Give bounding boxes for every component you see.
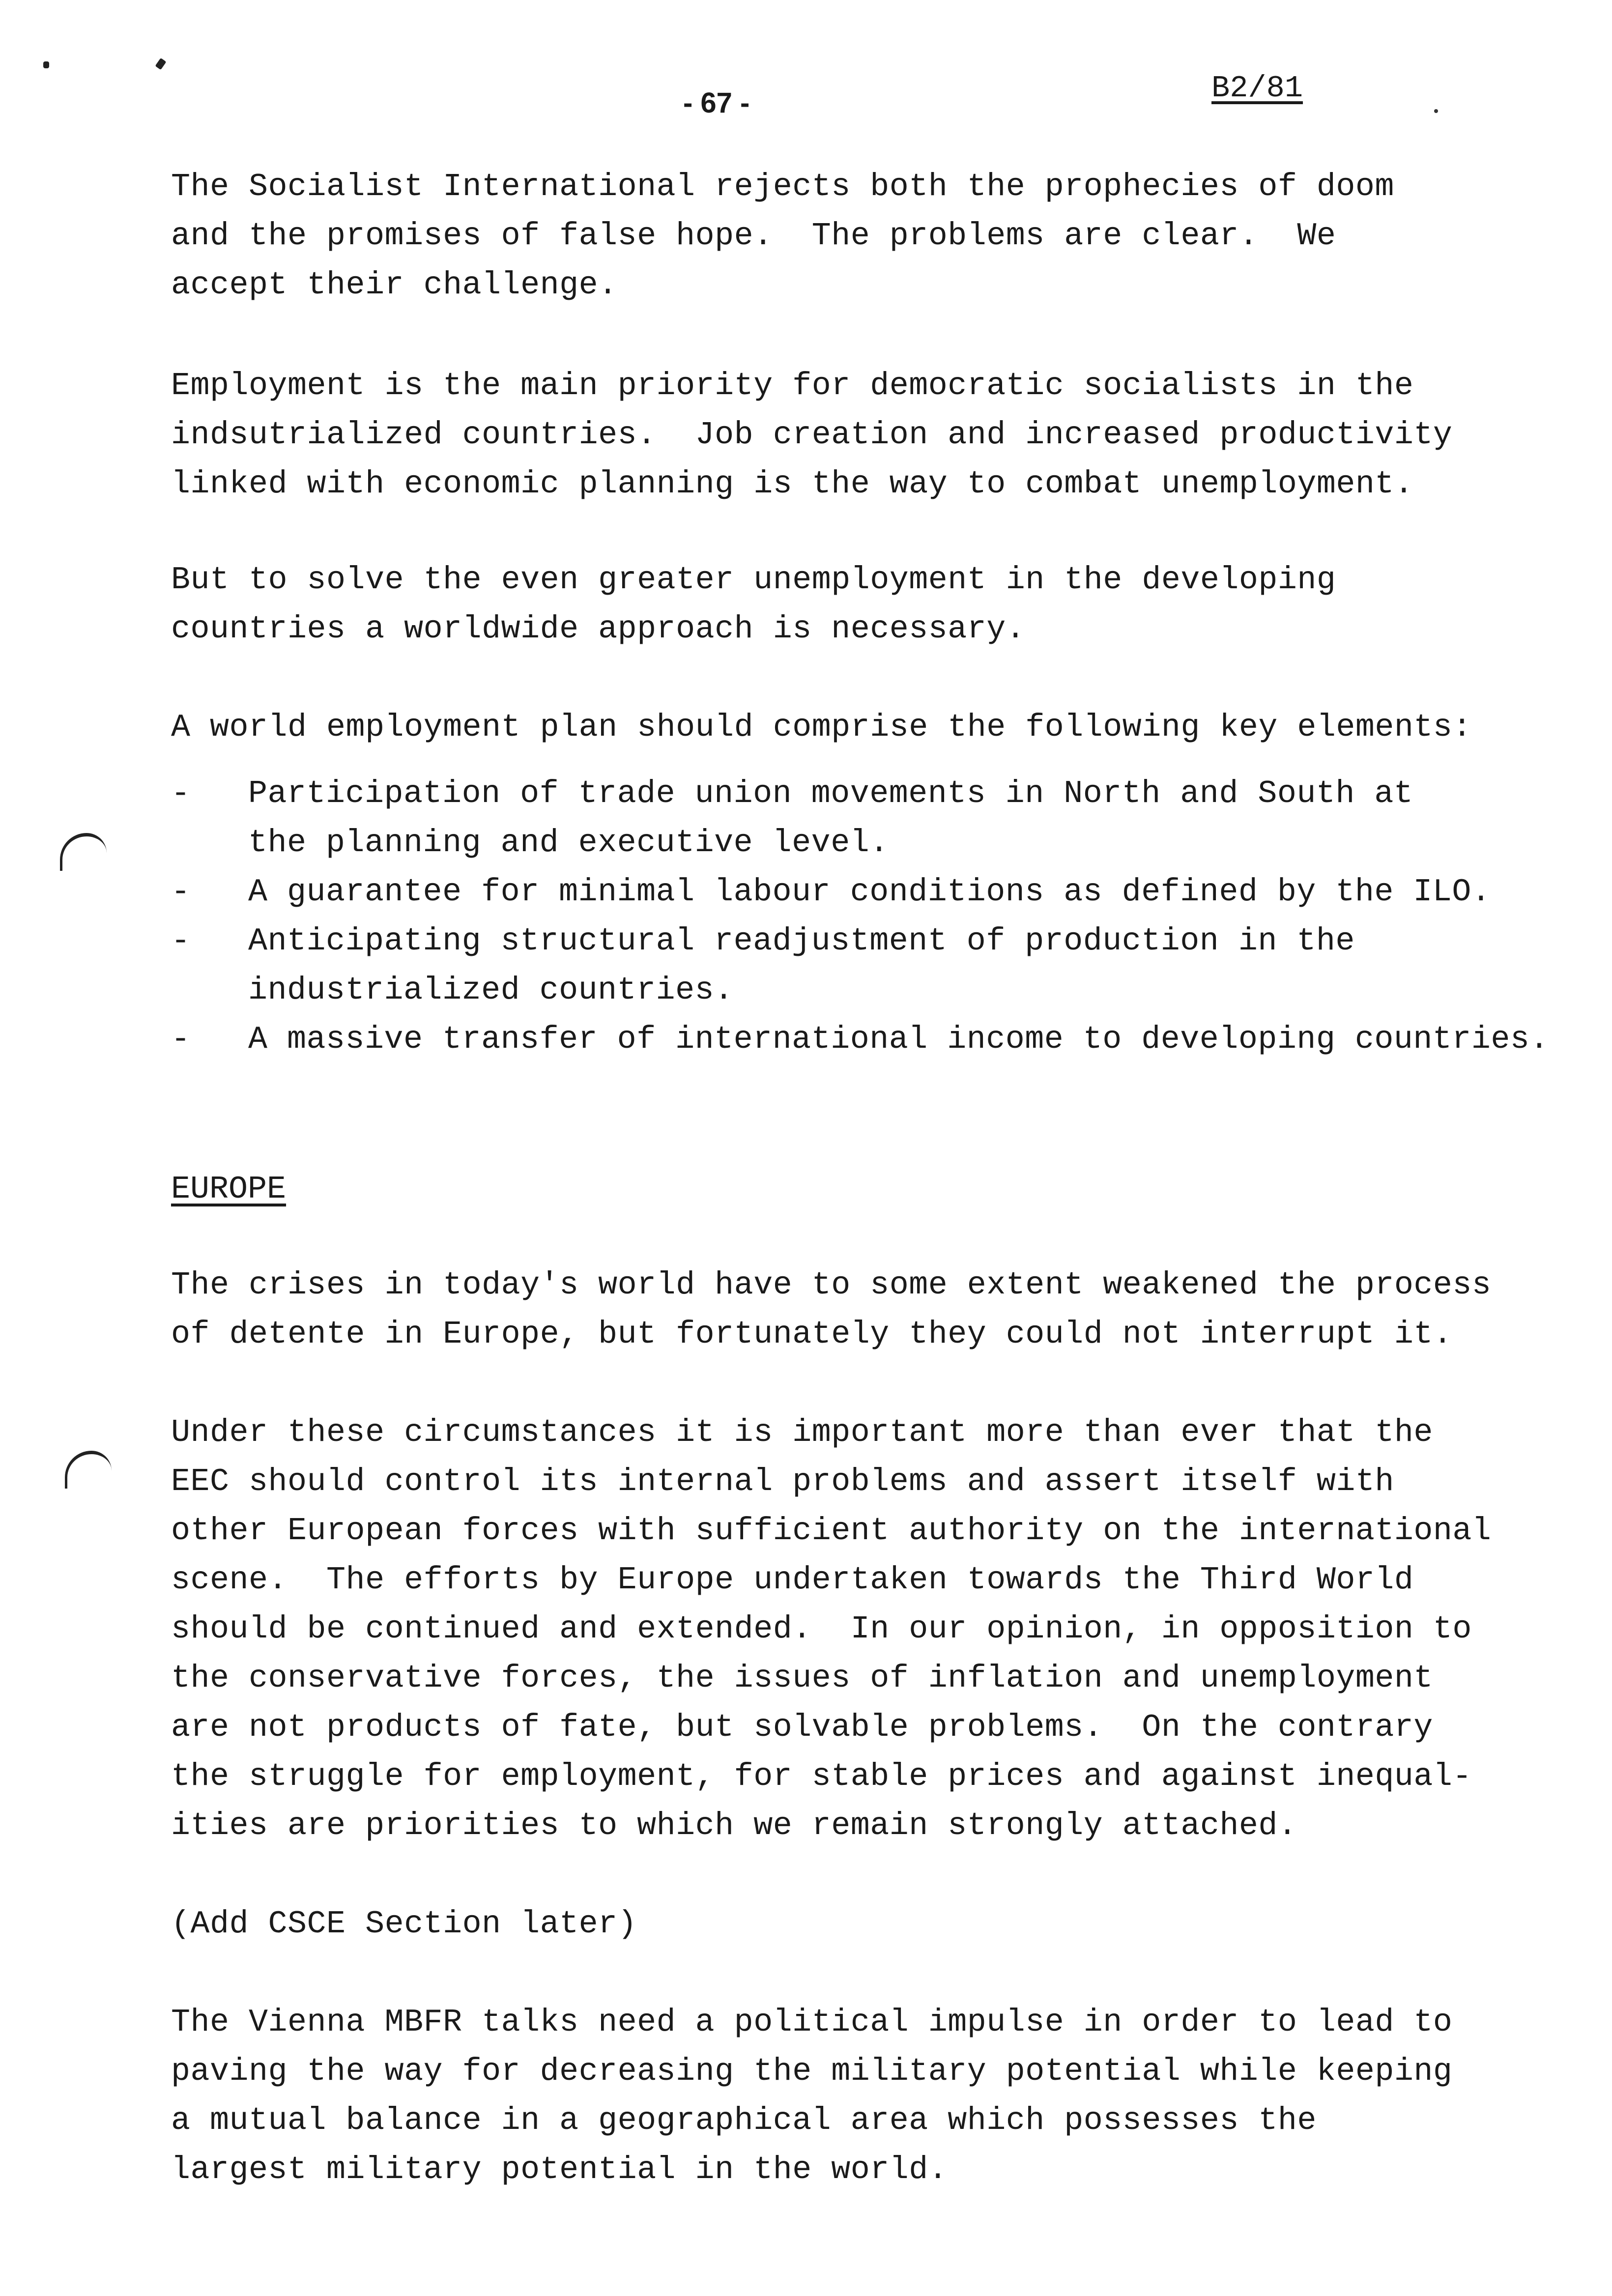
bullet-dash: - <box>171 1021 191 1058</box>
paragraph-5-line: The crises in today's world have to some extent weakened the process <box>171 1267 1492 1303</box>
paragraph-6-line: the struggle for employment, for stable prices and against inequal- <box>171 1758 1472 1795</box>
bullet-dash: - <box>171 923 191 959</box>
paragraph-1-line: accept their challenge. <box>171 267 618 303</box>
section-heading: EUROPE <box>171 1171 287 1207</box>
paragraph-6-line: other European forces with sufficient authority on the international <box>171 1513 1492 1549</box>
paragraph-3-line: But to solve the even greater unemployment in the developing <box>171 562 1336 598</box>
stray-dot <box>1434 109 1438 113</box>
paragraph-3-line: countries a worldwide approach is necessary. <box>171 611 1026 647</box>
scan-mark-right <box>155 58 167 70</box>
paragraph-6-line: EEC should control its internal problems and assert itself with <box>171 1464 1394 1500</box>
document-reference: B2/81 <box>1211 71 1303 106</box>
paragraph-6-line: the conservative forces, the issues of inflation and unemployment <box>171 1660 1433 1696</box>
paragraph-8-line: The Vienna MBFR talks need a political impulse in order to lead to <box>171 2004 1453 2040</box>
punch-hole-upper <box>60 833 107 871</box>
paragraph-4-line: A world employment plan should comprise the following key elements: <box>171 709 1472 746</box>
bullet-item-line: A guarantee for minimal labour conditions as defined by the ILO. <box>248 874 1491 910</box>
paragraph-6-line: are not products of fate, but solvable problems. On the contrary <box>171 1709 1433 1746</box>
bullet-item-line: Anticipating structural readjustment of production in the <box>248 923 1355 959</box>
paragraph-6-line: should be continued and extended. In our opinion, in opposition to <box>171 1611 1472 1647</box>
bullet-item-line: the planning and executive level. <box>248 825 889 861</box>
bullet-dash: - <box>171 775 191 812</box>
paragraph-6-line: Under these circumstances it is important more than ever that the <box>171 1414 1433 1451</box>
bullet-item-line: A massive transfer of international income to developing countries. <box>248 1021 1549 1058</box>
page-number: - 67 - <box>683 87 750 119</box>
paragraph-1-line: The Socialist International rejects both the prophecies of doom <box>171 169 1394 205</box>
paragraph-8-line: largest military potential in the world. <box>171 2152 948 2188</box>
paragraph-8-line: a mutual balance in a geographical area which possesses the <box>171 2102 1317 2139</box>
bullet-item-line: industrialized countries. <box>248 972 734 1008</box>
paragraph-8-line: paving the way for decreasing the military potential while keeping <box>171 2053 1453 2090</box>
paragraph-7-line: (Add CSCE Section later) <box>171 1906 637 1942</box>
paragraph-2-line: indsutrialized countries. Job creation and increased productivity <box>171 417 1453 453</box>
punch-hole-lower <box>65 1451 112 1489</box>
bullet-dash: - <box>171 874 191 910</box>
paragraph-6-line: scene. The efforts by Europe undertaken towards the Third World <box>171 1562 1414 1598</box>
paragraph-5-line: of detente in Europe, but fortunately they could not interrupt it. <box>171 1316 1453 1352</box>
paragraph-1-line: and the promises of false hope. The problems are clear. We <box>171 218 1336 254</box>
paragraph-6-line: ities are priorities to which we remain strongly attached. <box>171 1808 1297 1844</box>
paragraph-2-line: linked with economic planning is the way to combat unemployment. <box>171 466 1414 502</box>
paragraph-2-line: Employment is the main priority for democratic socialists in the <box>171 368 1414 404</box>
scan-mark-left <box>43 61 49 68</box>
bullet-item-line: Participation of trade union movements in North and South at <box>248 775 1413 812</box>
